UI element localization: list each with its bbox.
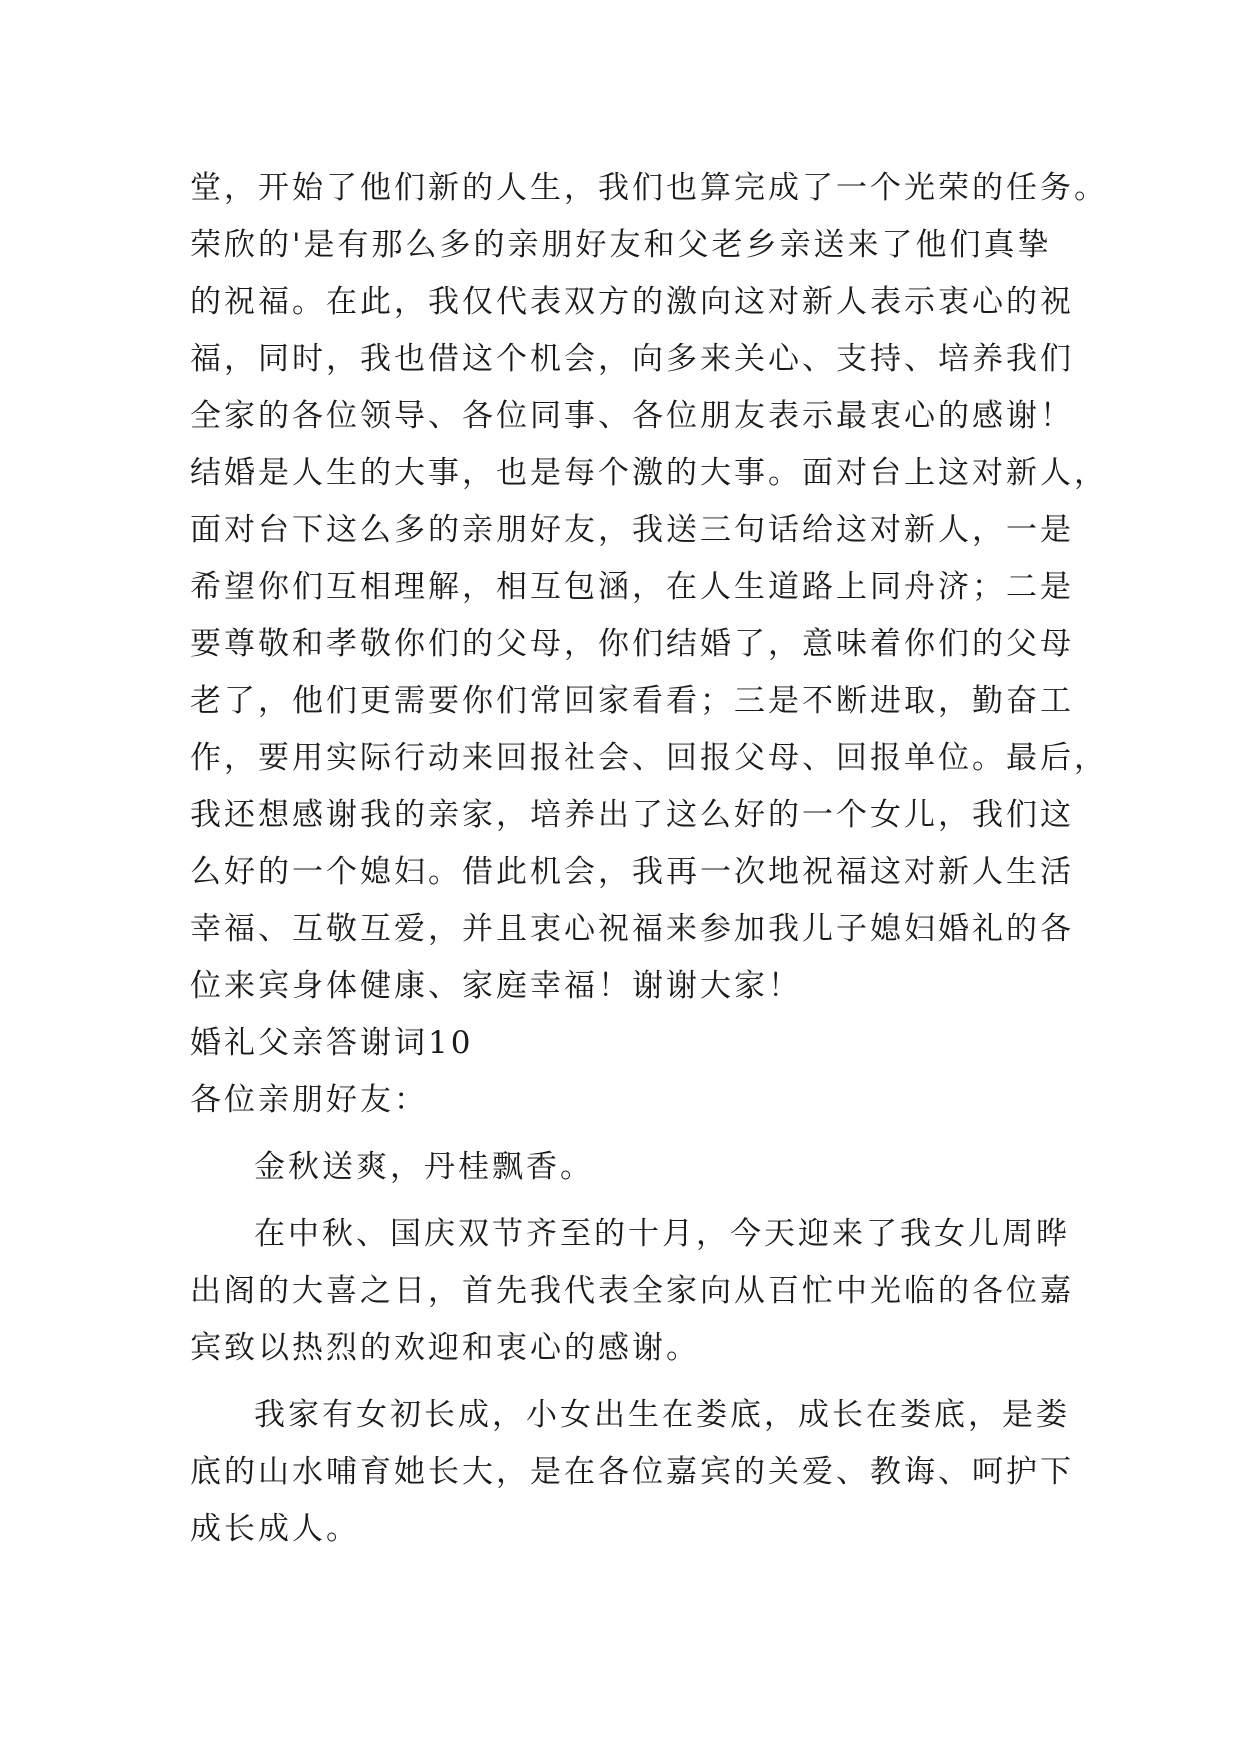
text-line: 我家有女初长成，小女出生在娄底，成长在娄底，是娄 [254, 1397, 1070, 1433]
text-line: 希望你们互相理解，相互包涵，在人生道路上同舟济；二是 [190, 569, 1074, 605]
section-heading [190, 1015, 1050, 1072]
text-line: 宾致以热烈的欢迎和衷心的感谢。 [190, 1330, 700, 1366]
text-line: 结婚是人生的大事，也是每个激的大事。面对台上这对新人， [190, 455, 1108, 491]
text-line: 老了，他们更需要你们常回家看看；三是不断进取，勤奋工 [190, 683, 1074, 719]
text-line: 幸福、互敬互爱，并且衷心祝福来参加我儿子媳妇婚礼的各 [190, 911, 1074, 947]
text-line: 福，同时，我也借这个机会，向多来关心、支持、培养我们 [190, 341, 1074, 377]
autumn-paragraph [190, 1139, 1050, 1196]
text-line: 金秋送爽，丹桂飘香。 [254, 1149, 594, 1185]
text-line: 面对台下这么多的亲朋好友，我送三句话给这对新人，一是 [190, 512, 1074, 548]
daughter-paragraph [190, 1387, 1074, 1558]
closing-paragraph [190, 160, 1108, 1015]
section-title: 婚礼父亲答谢词10 [190, 1025, 474, 1061]
text-line: 全家的各位领导、各位同事、各位朋友表示最衷心的感谢！ [190, 398, 1074, 434]
text-line: 我还想感谢我的亲家，培养出了这么好的一个女儿，我们这 [190, 797, 1074, 833]
text-line: 在中秋、国庆双节齐至的十月，今天迎来了我女儿周晔 [254, 1216, 1070, 1252]
document-body [190, 160, 1108, 1558]
text-line: 荣欣的'是有那么多的亲朋好友和父老乡亲送来了他们真挚 [190, 227, 1052, 263]
text-line: 的祝福。在此，我仅代表双方的激向这对新人表示衷心的祝 [190, 284, 1074, 320]
text-line: 成长成人。 [190, 1511, 360, 1547]
salutation-block [190, 1072, 1050, 1129]
text-line: 要尊敬和孝敬你们的父母，你们结婚了，意味着你们的父母 [190, 626, 1074, 662]
text-line: 作，要用实际行动来回报社会、回报父母、回报单位。最后， [190, 740, 1108, 776]
text-line: 位来宾身体健康、家庭幸福！谢谢大家！ [190, 968, 802, 1004]
welcome-paragraph [190, 1206, 1074, 1377]
text-line: 么好的一个媳妇。借此机会，我再一次地祝福这对新人生活 [190, 854, 1074, 890]
text-line: 堂，开始了他们新的人生，我们也算完成了一个光荣的任务。 [190, 170, 1108, 206]
text-line: 底的山水哺育她长大，是在各位嘉宾的关爱、教诲、呵护下 [190, 1454, 1074, 1490]
text-line: 出阁的大喜之日，首先我代表全家向从百忙中光临的各位嘉 [190, 1273, 1074, 1309]
salutation: 各位亲朋好友： [190, 1082, 428, 1118]
